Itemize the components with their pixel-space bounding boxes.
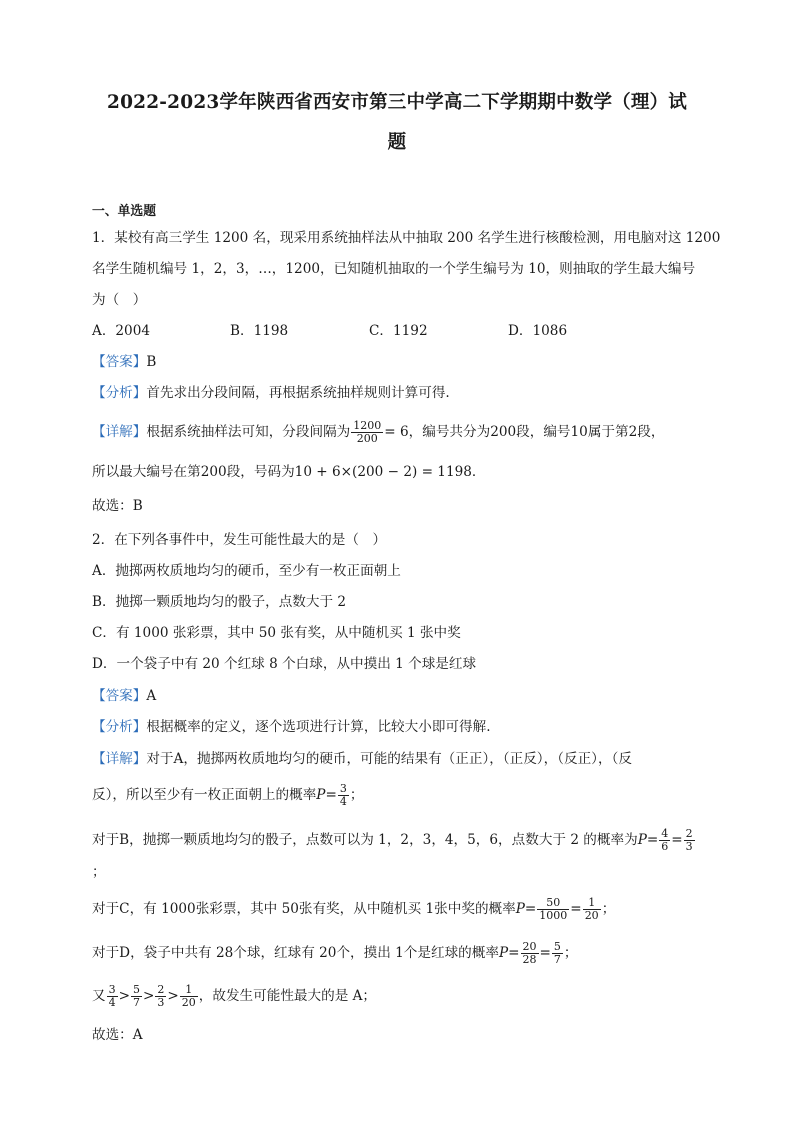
q1-fraction <box>351 420 383 445</box>
fraction-denominator: 6 <box>661 840 669 853</box>
q1-answer-value: B <box>146 354 157 370</box>
q2-detail-c-text: 对于C，有 1000张彩票，其中 50张有奖，从中随机买 1张中奖的概率 <box>92 901 516 917</box>
fraction-numerator: 2 <box>157 983 165 996</box>
fraction-numerator: 1 <box>583 897 601 910</box>
fraction-numerator: 5 <box>553 940 561 953</box>
equals-sign: = <box>325 787 337 803</box>
equals-sign: = <box>524 901 537 917</box>
q2-detail-b-semicolon: ； <box>92 864 106 880</box>
q2-fraction-c2 <box>583 897 601 922</box>
q2-detail-d <box>92 941 577 966</box>
analysis-tag: 【分析】 <box>92 385 147 401</box>
fraction-numerator: 3 <box>339 782 347 795</box>
document-title-line1: 2022-2023学年陕西省西安市第三中学高二下学期期中数学（理）试 <box>107 92 687 113</box>
equals-sign: = <box>570 901 582 917</box>
q2-fraction-c1 <box>537 897 569 922</box>
equals-sign: = <box>539 945 551 961</box>
fraction-denominator: 7 <box>132 996 140 1009</box>
analysis-tag: 【分析】 <box>92 719 147 735</box>
semicolon: ； <box>601 901 616 917</box>
q2-option-a: A．抛掷两枚质地均匀的硬币，至少有一枚正面朝上 <box>92 563 401 579</box>
equals-sign: = <box>508 945 520 961</box>
q1-fraction-numerator: 1200 <box>353 419 382 432</box>
q2-stem: 2．在下列各事件中，发生可能性最大的是（ ） <box>92 532 387 548</box>
q2-analysis <box>92 717 491 737</box>
semicolon: ； <box>349 787 364 803</box>
probability-symbol: P <box>637 832 647 848</box>
q2-comparison <box>92 984 376 1009</box>
probability-symbol: P <box>515 901 525 917</box>
q1-option-a: A．2004 <box>92 323 151 339</box>
greater-than: > <box>167 988 179 1004</box>
fraction-denominator: 1000 <box>539 909 568 922</box>
fraction-numerator: 4 <box>661 827 669 840</box>
detail-tag: 【详解】 <box>92 751 147 767</box>
q1-analysis-text: 首先求出分段间隔，再根据系统抽样规则计算可得. <box>146 385 450 401</box>
q2-conclusion: 故选：A <box>92 1027 143 1043</box>
q1-answer <box>92 352 156 372</box>
q1-max-number: 所以最大编号在第200段，号码为10 + 6×(200 − 2) = 1198． <box>92 464 486 480</box>
fraction-denominator: 28 <box>522 953 537 966</box>
q2-compare-prefix: 又 <box>92 988 106 1004</box>
semicolon: ； <box>563 945 578 961</box>
q1-detail <box>92 420 664 445</box>
q1-stem-line1: 1．某校有高三学生 1200 名，现采用系统抽样法从中抽取 200 名学生进行核酸检测，用电脑对这 1200 <box>92 230 721 246</box>
q1-option-b: B．1198 <box>230 323 289 339</box>
q1-conclusion: 故选：B <box>92 498 143 514</box>
q2-detail-a-text1: 对于A，抛掷两枚质地均匀的硬币，可能的结果有（正正），（正反），（反正），（反 <box>146 751 632 767</box>
q1-option-c: C．1192 <box>369 323 428 339</box>
q1-stem-line3: 为（ ） <box>92 292 147 308</box>
greater-than: > <box>118 988 130 1004</box>
equals-sign: = <box>646 832 659 848</box>
fraction-denominator: 3 <box>157 996 165 1009</box>
section-heading: 一、单选题 <box>92 204 156 219</box>
fraction-numerator: 50 <box>537 897 569 910</box>
q2-fraction-d2 <box>552 941 563 966</box>
q2-option-b: B．抛掷一颗质地均匀的骰子，点数大于 2 <box>92 594 347 610</box>
greater-than: > <box>142 988 155 1004</box>
fraction-numerator: 1 <box>180 984 198 997</box>
q1-option-d: D．1086 <box>508 323 568 339</box>
q2-fraction-d1 <box>521 941 539 966</box>
q2-detail-a-line1 <box>92 749 632 769</box>
compare-fraction-1 <box>107 984 118 1009</box>
q2-detail-d-text: 对于D，袋子中共有 28个球，红球有 20个，摸出 1个是红球的概率 <box>92 945 499 961</box>
compare-fraction-2 <box>131 984 142 1009</box>
q1-stem-line2: 名学生随机编号 1，2，3，…，1200，已知随机抽取的一个学生编号为 10，则抽取的学生最大编号 <box>92 261 696 277</box>
q2-detail-b <box>92 828 696 853</box>
probability-symbol: P <box>316 787 326 803</box>
fraction-denominator: 20 <box>584 909 599 922</box>
probability-symbol: P <box>498 945 509 961</box>
q2-fraction-a <box>338 783 349 808</box>
fraction-denominator: 3 <box>685 840 693 853</box>
compare-fraction-3 <box>155 984 166 1009</box>
q1-analysis <box>92 383 450 403</box>
q2-detail-b-text: 对于B，抛掷一颗质地均匀的骰子，点数可以为 1，2，3，4，5，6，点数大于 2 的概率为 <box>92 832 638 848</box>
q2-fraction-b2 <box>684 828 695 853</box>
q2-compare-suffix: ，故发生可能性最大的是 A； <box>198 988 377 1004</box>
compare-fraction-4 <box>180 984 198 1009</box>
fraction-denominator: 7 <box>553 953 561 966</box>
fraction-numerator: 2 <box>685 827 693 840</box>
q1-detail-text-b: = 6，编号共分为200段，编号10属于第2段， <box>384 424 665 440</box>
q2-detail-a-line2 <box>92 783 363 808</box>
fraction-denominator: 4 <box>339 795 347 808</box>
q1-detail-text-a: 根据系统抽样法可知，分段间隔为 <box>146 424 351 440</box>
detail-tag: 【详解】 <box>92 424 147 440</box>
q1-fraction-denominator: 200 <box>356 432 378 445</box>
fraction-numerator: 3 <box>108 983 116 996</box>
q2-option-c: C．有 1000 张彩票，其中 50 张有奖，从中随机买 1 张中奖 <box>92 625 461 641</box>
equals-sign: = <box>671 832 683 848</box>
q2-fraction-b1 <box>659 828 670 853</box>
answer-tag: 【答案】 <box>92 688 147 704</box>
fraction-denominator: 20 <box>181 996 196 1009</box>
fraction-denominator: 4 <box>108 996 116 1009</box>
q2-answer-value: A <box>146 688 157 704</box>
q2-detail-c <box>92 897 615 922</box>
q2-analysis-text: 根据概率的定义，逐个选项进行计算，比较大小即可得解. <box>146 719 491 735</box>
fraction-numerator: 20 <box>522 940 537 953</box>
q2-option-d: D．一个袋子中有 20 个红球 8 个白球，从中摸出 1 个球是红球 <box>92 656 477 672</box>
document-title-line2: 题 <box>387 132 407 153</box>
q2-detail-a-text2: 反），所以至少有一枚正面朝上的概率 <box>92 787 317 803</box>
answer-tag: 【答案】 <box>92 354 147 370</box>
q2-answer <box>92 686 156 706</box>
fraction-numerator: 5 <box>132 983 140 996</box>
